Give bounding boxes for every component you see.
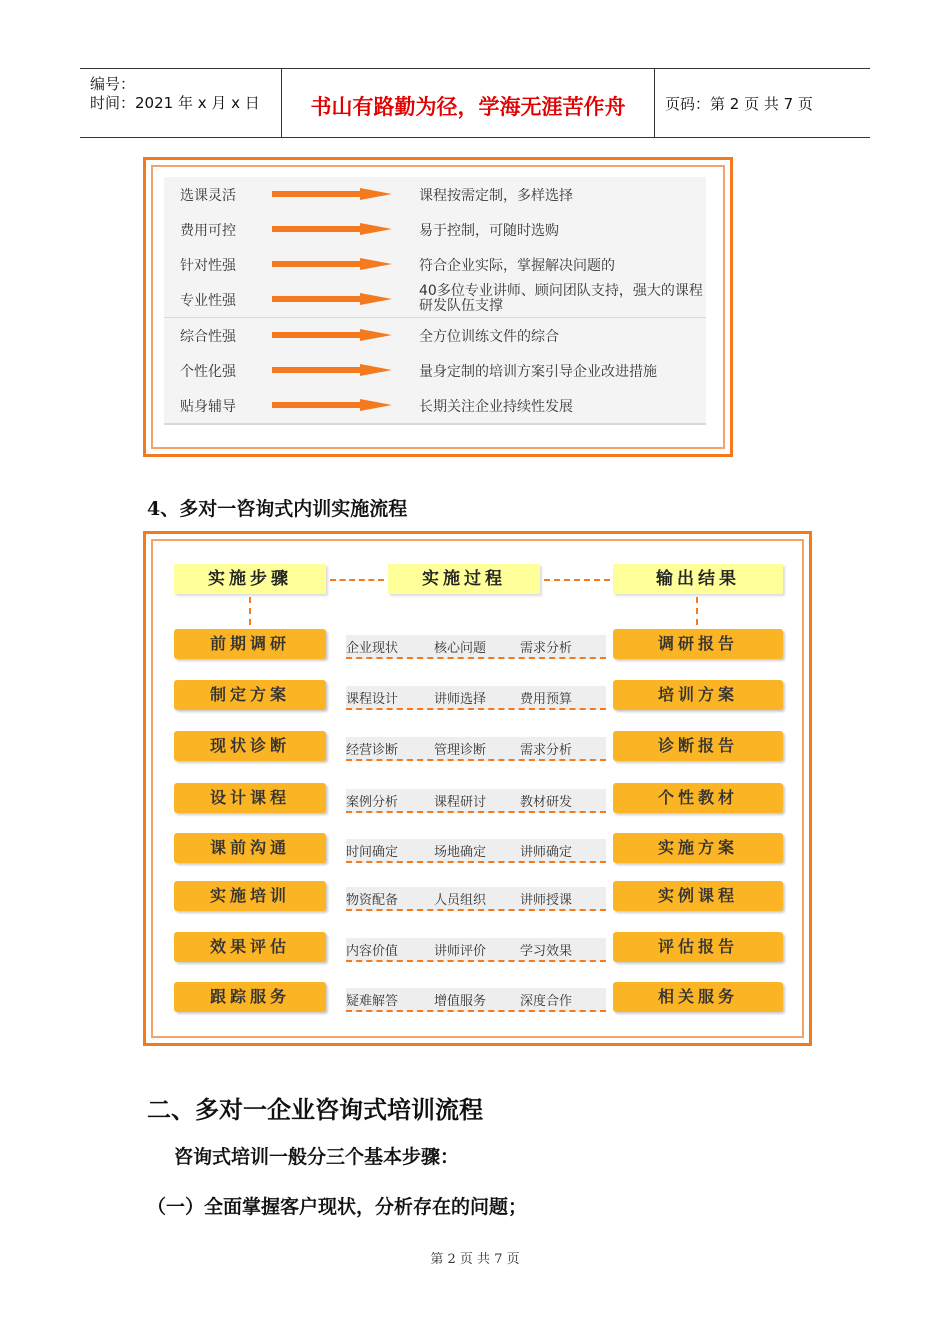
arrow-right-icon <box>272 329 392 341</box>
arrow-right-icon <box>272 399 392 411</box>
page-header <box>80 68 870 138</box>
features-figure <box>143 157 733 457</box>
serial-label: 编号： <box>90 75 136 93</box>
arrow-right-icon <box>272 223 392 235</box>
process-item: 讲师评价 <box>434 944 487 959</box>
steps-connector <box>249 597 251 625</box>
output-box: 实施方案 <box>613 833 783 863</box>
section-heading-4: 4、多对一咨询式内训实施流程 <box>147 498 408 520</box>
feature-description: 符合企业实际，掌握解决问题的 <box>419 258 615 274</box>
page-info: 页码：第 2 页 共 7 页 <box>665 95 813 113</box>
feature-label: 综合性强 <box>180 329 236 345</box>
process-strip <box>346 839 606 863</box>
step-box: 效果评估 <box>174 932 326 962</box>
output-box: 个性教材 <box>613 783 783 813</box>
feature-row <box>164 177 706 214</box>
step-box: 现状诊断 <box>174 731 326 761</box>
process-strip <box>346 635 606 659</box>
process-item: 核心问题 <box>434 641 487 656</box>
process-item: 学习效果 <box>520 944 573 959</box>
process-item: 内容价值 <box>346 944 399 959</box>
step-box: 课前沟通 <box>174 833 326 863</box>
col-header-process: 实施过程 <box>388 564 540 594</box>
process-item: 场地确定 <box>434 845 487 860</box>
process-item: 经营诊断 <box>346 743 399 758</box>
paragraph-step-1: （一）全面掌握客户现状，分析存在的问题； <box>147 1196 528 1218</box>
process-item: 需求分析 <box>520 641 573 656</box>
process-item: 课程设计 <box>346 692 399 707</box>
process-item: 案例分析 <box>346 795 399 810</box>
motto: 书山有路勤为径，学海无涯苦作舟 <box>310 94 626 119</box>
feature-row <box>164 282 706 319</box>
section-2-title: 二、多对一企业咨询式培训流程 <box>147 1095 483 1124</box>
process-item: 课程研讨 <box>434 795 487 810</box>
feature-row <box>164 247 706 284</box>
header-connector-left <box>330 579 384 581</box>
process-item: 需求分析 <box>520 743 573 758</box>
arrow-right-icon <box>272 258 392 270</box>
feature-description: 易于控制，可随时选购 <box>419 223 559 239</box>
feature-label: 个性化强 <box>180 364 236 380</box>
feature-description: 40多位专业讲师、顾问团队支持，强大的课程研发队伍支撑 <box>419 283 703 314</box>
arrow-right-icon <box>272 293 392 305</box>
process-item: 讲师授课 <box>520 893 573 908</box>
feature-row <box>164 388 706 425</box>
process-item: 物资配备 <box>346 893 399 908</box>
process-item: 增值服务 <box>434 994 487 1009</box>
process-strip <box>346 938 606 962</box>
process-strip <box>346 737 606 761</box>
step-box: 实施培训 <box>174 881 326 911</box>
arrow-right-icon <box>272 188 392 200</box>
header-left-cell <box>80 69 282 137</box>
output-box: 调研报告 <box>613 629 783 659</box>
feature-description: 全方位训练文件的综合 <box>419 329 559 345</box>
header-right-cell <box>655 69 870 137</box>
date-label: 时间：2021 年 x 月 x 日 <box>90 94 260 112</box>
output-connector <box>696 597 698 625</box>
paragraph-intro: 咨询式培训一般分三个基本步骤： <box>174 1146 460 1168</box>
page-footer: 第 2 页 共 7 页 <box>430 1252 520 1267</box>
step-box: 前期调研 <box>174 629 326 659</box>
process-item: 时间确定 <box>346 845 399 860</box>
feature-description: 长期关注企业持续性发展 <box>419 399 573 415</box>
process-item: 讲师选择 <box>434 692 487 707</box>
process-strip <box>346 887 606 911</box>
step-box: 跟踪服务 <box>174 982 326 1012</box>
feature-row <box>164 318 706 355</box>
col-header-output: 输出结果 <box>613 564 783 594</box>
output-box: 诊断报告 <box>613 731 783 761</box>
process-item: 费用预算 <box>520 692 573 707</box>
process-item: 教材研发 <box>520 795 573 810</box>
feature-label: 贴身辅导 <box>180 399 236 415</box>
process-strip <box>346 686 606 710</box>
feature-row <box>164 212 706 249</box>
process-item: 人员组织 <box>434 893 487 908</box>
arrow-right-icon <box>272 364 392 376</box>
output-box: 评估报告 <box>613 932 783 962</box>
header-center-cell <box>282 69 655 137</box>
feature-description: 量身定制的培训方案引导企业改进措施 <box>419 364 657 380</box>
output-box: 实例课程 <box>613 881 783 911</box>
flow-figure <box>143 531 812 1046</box>
process-item: 疑难解答 <box>346 994 399 1009</box>
feature-label: 针对性强 <box>180 258 236 274</box>
feature-label: 专业性强 <box>180 293 236 309</box>
step-box: 设计课程 <box>174 783 326 813</box>
process-strip <box>346 988 606 1012</box>
process-item: 讲师确定 <box>520 845 573 860</box>
feature-description: 课程按需定制，多样选择 <box>419 188 573 204</box>
col-header-steps: 实施步骤 <box>174 564 326 594</box>
output-box: 培训方案 <box>613 680 783 710</box>
output-box: 相关服务 <box>613 982 783 1012</box>
step-box: 制定方案 <box>174 680 326 710</box>
feature-label: 费用可控 <box>180 223 236 239</box>
feature-row <box>164 353 706 390</box>
header-connector-right <box>544 579 610 581</box>
process-item: 深度合作 <box>520 994 573 1009</box>
feature-label: 选课灵活 <box>180 188 236 204</box>
process-strip <box>346 789 606 813</box>
process-item: 企业现状 <box>346 641 399 656</box>
process-item: 管理诊断 <box>434 743 487 758</box>
